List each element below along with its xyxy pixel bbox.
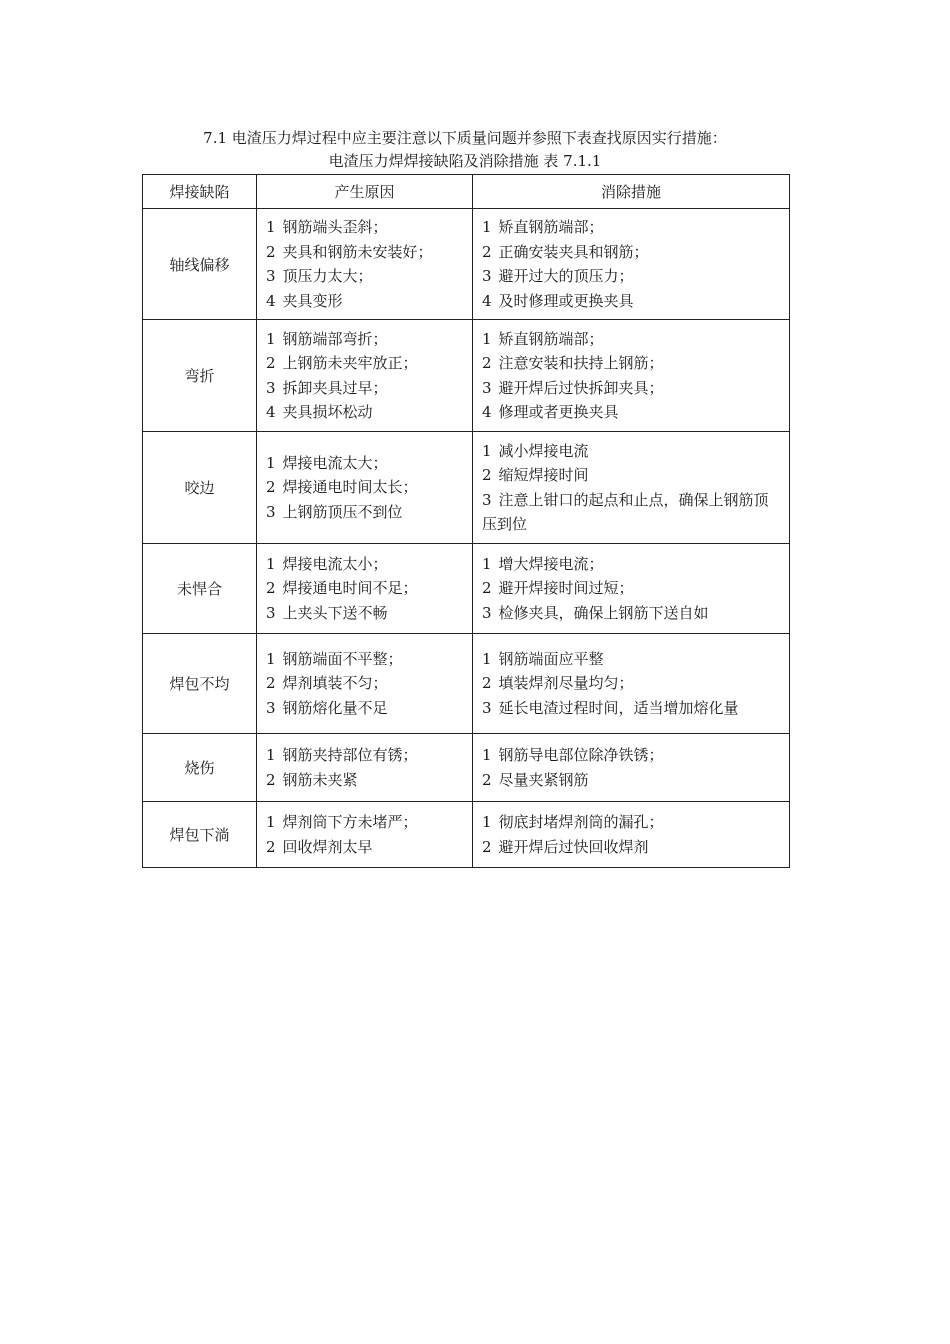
measure-item-text: 修理或者更换夹具 (498, 403, 619, 421)
defect-name-cell: 未悍合 (143, 544, 257, 634)
cause-item (266, 240, 466, 265)
measure-cell (473, 320, 790, 432)
measure-item (482, 576, 783, 601)
cause-item-number: 1 (266, 218, 276, 236)
measure-item (482, 351, 783, 376)
measure-item-number: 3 (482, 378, 492, 397)
cause-item-text: 焊接通电时间不足； (282, 579, 418, 598)
measure-item-text: 钢筋导电部位除净铁锈； (498, 746, 664, 764)
measure-item-text: 检修夹具，确保上钢筋下送自如 (498, 603, 709, 622)
cause-item-number: 3 (266, 378, 276, 397)
cause-item-number: 2 (266, 354, 276, 372)
cause-item-number: 1 (266, 746, 276, 764)
measure-item-text: 避开焊接时间过短； (498, 579, 634, 598)
measure-item-text: 避开焊后过快拆卸夹具； (498, 378, 664, 397)
cause-item-number: 3 (266, 267, 276, 285)
measure-cell (473, 432, 790, 544)
cause-item-text: 拆卸夹具过早； (282, 378, 388, 397)
cause-item (266, 351, 466, 376)
cause-item (266, 743, 466, 768)
measure-item-number: 2 (482, 674, 492, 693)
cause-item-text: 夹具变形 (282, 291, 343, 310)
cause-item-number: 4 (266, 403, 276, 421)
defect-name-cell: 轴线偏移 (143, 209, 257, 320)
measure-cell (473, 634, 790, 734)
cause-item-number: 3 (266, 502, 276, 521)
cause-item (266, 696, 466, 721)
cause-item (266, 601, 466, 626)
defect-name-cell: 咬边 (143, 432, 257, 544)
cause-item (266, 835, 466, 860)
measure-item-number: 3 (482, 698, 492, 717)
measure-item-text: 避开焊后过快回收焊剂 (498, 837, 649, 856)
measure-item-text: 正确安装夹具和钢筋； (498, 242, 649, 261)
cause-item (266, 810, 466, 835)
measure-item (482, 488, 783, 537)
measure-item-text: 增大焊接电流； (498, 554, 604, 573)
measure-item-number: 2 (482, 354, 492, 372)
measure-item (482, 647, 783, 672)
table-header-row (143, 175, 790, 209)
measure-item-text: 注意安装和扶持上钢筋； (498, 354, 664, 372)
measure-item-text: 避开过大的顶压力； (498, 267, 634, 285)
cause-item (266, 451, 466, 476)
measure-item-number: 1 (482, 441, 492, 460)
cause-item-text: 回收焊剂太早 (282, 837, 373, 856)
table-caption: 电渣压力焊焊接缺陷及消除措施 表 7.1.1 (328, 152, 602, 170)
measure-item-number: 3 (482, 490, 492, 509)
measure-item-number: 4 (482, 291, 492, 310)
cause-item (266, 552, 466, 577)
cause-item (266, 327, 466, 352)
cause-item-number: 2 (266, 242, 276, 261)
table-row (143, 209, 790, 320)
measure-item (482, 552, 783, 577)
measure-item-number: 1 (482, 554, 492, 573)
cause-cell (257, 544, 473, 634)
measure-cell (473, 734, 790, 802)
cause-cell (257, 432, 473, 544)
cause-cell (257, 634, 473, 734)
cause-item-number: 3 (266, 698, 276, 717)
measure-item-number: 1 (482, 649, 492, 668)
measure-item-number: 1 (482, 813, 492, 831)
cause-item (266, 400, 466, 425)
measure-item-text: 彻底封堵焊剂筒的漏孔； (498, 813, 664, 831)
measure-item (482, 264, 783, 289)
cause-item (266, 671, 466, 696)
measure-item (482, 835, 783, 860)
cause-item-text: 焊接通电时间太长； (282, 478, 418, 497)
measure-item-number: 1 (482, 746, 492, 764)
measure-item-number: 4 (482, 403, 492, 421)
measure-item-number: 3 (482, 603, 492, 622)
cause-item-text: 焊接电流太大； (282, 453, 388, 472)
measure-item-number: 1 (482, 218, 492, 236)
cause-item-number: 2 (266, 837, 276, 856)
measure-item-number: 1 (482, 329, 492, 348)
cause-item-text: 夹具和钢筋未安装好； (282, 242, 433, 261)
cause-item-text: 焊剂筒下方未堵严； (282, 813, 418, 831)
cause-item-number: 1 (266, 813, 276, 831)
measure-item (482, 215, 783, 240)
cause-item (266, 768, 466, 793)
measure-item-number: 2 (482, 579, 492, 598)
cause-item (266, 376, 466, 401)
header-defect: 焊接缺陷 (143, 175, 257, 209)
measure-item (482, 768, 783, 793)
measure-item (482, 439, 783, 464)
cause-item-number: 2 (266, 478, 276, 497)
table-row (143, 734, 790, 802)
cause-item-text: 夹具损坏松动 (282, 403, 373, 421)
measure-item-number: 2 (482, 837, 492, 856)
measure-item-text: 尽量夹紧钢筋 (498, 770, 589, 789)
table-body (143, 209, 790, 868)
measure-item (482, 810, 783, 835)
measure-item (482, 327, 783, 352)
cause-item-number: 4 (266, 291, 276, 310)
defect-table (142, 174, 790, 868)
cause-cell (257, 734, 473, 802)
cause-item-text: 顶压力太大； (282, 267, 373, 285)
cause-item (266, 215, 466, 240)
cause-item-text: 焊接电流太小； (282, 554, 388, 573)
cause-item (266, 475, 466, 500)
cause-item-text: 上钢筋顶压不到位 (282, 502, 403, 521)
cause-item-number: 2 (266, 579, 276, 598)
cause-item (266, 289, 466, 314)
cause-item-text: 焊剂填装不匀； (282, 674, 388, 693)
cause-item-text: 上钢筋未夹牢放正； (282, 354, 418, 372)
measure-item-number: 2 (482, 242, 492, 261)
table-row (143, 802, 790, 868)
measure-item (482, 601, 783, 626)
cause-item-text: 钢筋未夹紧 (282, 770, 358, 789)
table-row (143, 320, 790, 432)
table-row (143, 432, 790, 544)
measure-item-text: 矫直钢筋端部； (498, 218, 604, 236)
measure-item-text: 缩短焊接时间 (498, 466, 589, 484)
measure-item-text: 及时修理或更换夹具 (498, 291, 634, 310)
measure-item-text: 填装焊剂尽量均匀； (498, 674, 634, 693)
cause-item-text: 钢筋端面不平整； (282, 649, 403, 668)
cause-item-text: 钢筋夹持部位有锈； (282, 746, 418, 764)
defect-name-cell: 烧伤 (143, 734, 257, 802)
defect-name-cell: 弯折 (143, 320, 257, 432)
cause-item-number: 2 (266, 674, 276, 693)
measure-item (482, 289, 783, 314)
measure-item (482, 240, 783, 265)
cause-cell (257, 209, 473, 320)
measure-item (482, 671, 783, 696)
measure-item-text: 延长电渣过程时间，适当增加熔化量 (498, 698, 739, 717)
measure-item-number: 2 (482, 770, 492, 789)
measure-item (482, 463, 783, 488)
cause-cell (257, 802, 473, 868)
table-row (143, 634, 790, 734)
measure-item-text: 注意上钳口的起点和止点，确保上钢筋顶压到位 (482, 490, 769, 533)
cause-item (266, 264, 466, 289)
cause-item-number: 1 (266, 329, 276, 348)
cause-item (266, 647, 466, 672)
defect-name-cell: 焊包下淌 (143, 802, 257, 868)
measure-item-text: 减小焊接电流 (498, 441, 589, 460)
header-measure: 消除措施 (473, 175, 790, 209)
cause-item-number: 1 (266, 554, 276, 573)
measure-cell (473, 544, 790, 634)
measure-item-text: 矫直钢筋端部； (498, 329, 604, 348)
cause-item-text: 钢筋熔化量不足 (282, 698, 388, 717)
cause-item-number: 1 (266, 453, 276, 472)
measure-item (482, 743, 783, 768)
cause-item-text: 钢筋端头歪斜； (282, 218, 388, 236)
header-cause: 产生原因 (257, 175, 473, 209)
measure-cell (473, 209, 790, 320)
measure-item-number: 3 (482, 267, 492, 285)
measure-item (482, 696, 783, 721)
defect-name-cell: 焊包不均 (143, 634, 257, 734)
table-row (143, 544, 790, 634)
cause-cell (257, 320, 473, 432)
cause-item-number: 1 (266, 649, 276, 668)
cause-item-text: 钢筋端部弯折； (282, 329, 388, 348)
cause-item-number: 2 (266, 770, 276, 789)
measure-item (482, 400, 783, 425)
cause-item (266, 500, 466, 525)
measure-cell (473, 802, 790, 868)
cause-item-text: 上夹头下送不畅 (282, 603, 388, 622)
intro-paragraph: 7.1 电渣压力焊过程中应主要注意以下质量问题并参照下表查找原因实行措施： (203, 129, 727, 147)
measure-item-text: 钢筋端面应平整 (498, 649, 604, 668)
cause-item-number: 3 (266, 603, 276, 622)
measure-item-number: 2 (482, 466, 492, 484)
measure-item (482, 376, 783, 401)
cause-item (266, 576, 466, 601)
